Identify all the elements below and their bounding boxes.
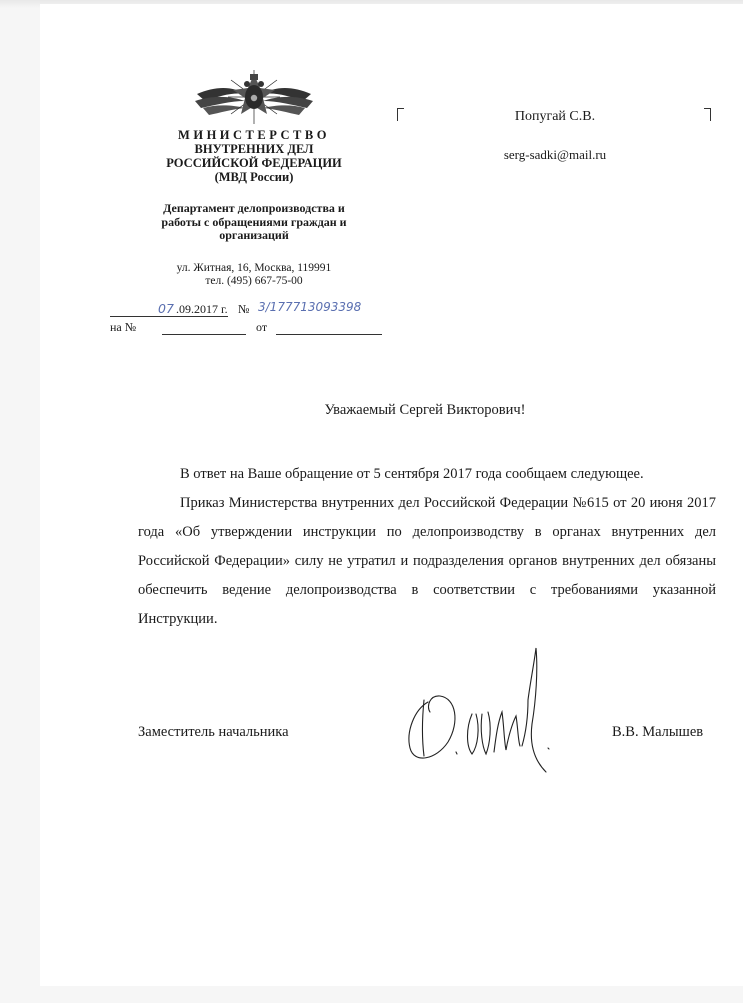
signatory-position: Заместитель начальника [138,724,289,740]
address-corner-right [704,108,711,121]
ref-number-underline [162,320,246,335]
address-line: ул. Житная, 16, Москва, 119991 [176,262,332,274]
registration-row [110,302,400,320]
recipient-name: Попугай С.В. [514,109,596,124]
salutation: Уважаемый Сергей Викторович! [324,402,526,418]
from-label: от [256,320,268,334]
body-paragraph: В ответ на Ваше обращение от 5 сентября 2017 года сообщаем следующее. [180,466,644,482]
registration-block [110,302,400,338]
ministry-header [128,128,380,184]
sender-address [128,262,380,288]
number-label: № [238,302,250,316]
handwritten-day: 07 [158,301,174,316]
body-paragraph: Приказ Министерства внутренних дел Российской Федерации №615 от 20 июня 2017 года «Об утверждении инструкции по делопроизводству в органах внутренних дел Российской Федерации» силу не утратил и подразделения органов внутренних дел обязаны обеспечить ведение делопроизводства в соответствии с требованиями указанной Инструкции. [138,495,716,627]
signatory-name: В.В. Малышев [612,724,704,740]
handwritten-signature [396,640,566,778]
ref-date-underline [276,320,382,335]
reference-row [110,320,400,338]
department-name [128,202,380,243]
ministry-abbr: (МВД России) [214,170,294,184]
ministry-line: РОССИЙСКОЙ ФЕДЕРАЦИИ [166,156,342,170]
mvd-emblem-icon [195,68,313,126]
ministry-line: ВНУТРЕННИХ ДЕЛ [194,142,314,156]
ministry-line: МИНИСТЕРСТВО [178,128,330,142]
recipient-email: serg-sadki@mail.ru [503,147,607,162]
handwritten-number: 3/177713093398 [258,300,362,314]
department-line: организаций [219,228,289,242]
printed-date: .09.2017 г. [176,302,228,316]
department-line: Департамент делопроизводства и [163,201,345,215]
letter-body [138,460,716,634]
address-corner-left [397,108,404,121]
phone-line: тел. (495) 667-75-00 [205,275,303,287]
ref-label: на № [110,320,137,334]
department-line: работы с обращениями граждан и [161,214,347,229]
